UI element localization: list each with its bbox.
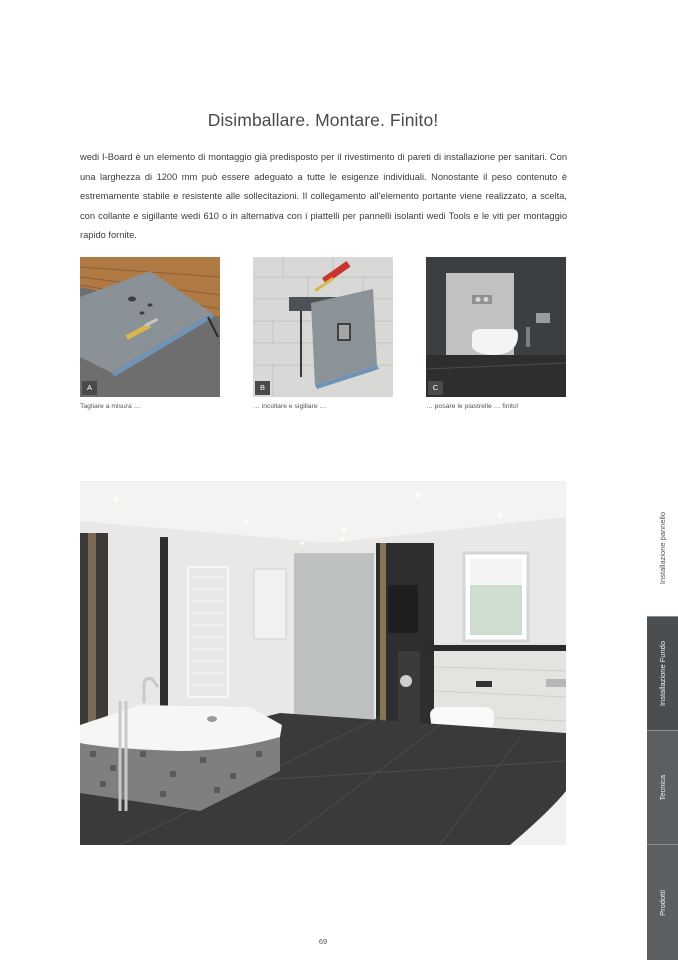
side-tab-installazione-pannello[interactable] (647, 480, 678, 616)
step-caption-a: Tagliare a misura … (80, 403, 141, 410)
side-tab-label: Installazione pannello (658, 511, 667, 585)
page-title: Disimballare. Montare. Finito! (207, 110, 439, 130)
side-tab-installazione-fundo[interactable] (647, 616, 678, 731)
bathroom-photo (80, 481, 566, 845)
step-image-b (253, 257, 393, 397)
intro-paragraph: wedi I-Board è un elemento di montaggio già predisposto per il rivestimento di pareti di installazione per sanitari. Con una larghezza di 1200 mm può essere adeguato a tutte le esigenze individuali. Nonostante il peso contenuto è estremamente stabile e resistente alle sollecitazioni. Il collegamento all'elemento portante viene realizzato, a scelta, con collante e sigillante wedi 610 o in alternativa con i piattelli per pannelli isolanti wedi Tools e le viti per montaggio rapido fornite. (80, 152, 567, 241)
page-number: 69 (318, 937, 328, 946)
side-tab-prodotti[interactable] (647, 844, 678, 960)
step-badge-c: C (428, 381, 443, 395)
step-image-a (80, 257, 220, 397)
side-tab-label: Prodotti (658, 889, 667, 916)
step-badge-a: A (82, 381, 97, 395)
step-image-c (426, 257, 566, 397)
step-caption-c: … posare le piastrelle … finito! (426, 403, 519, 410)
side-tab-tecnica[interactable] (647, 730, 678, 845)
step-caption-b: … incollare e sigillare … (253, 403, 327, 410)
step-badge-b: B (255, 381, 270, 395)
side-tab-label: Tecnica (658, 775, 667, 801)
side-tab-label: Installazione Fundo (658, 641, 667, 707)
